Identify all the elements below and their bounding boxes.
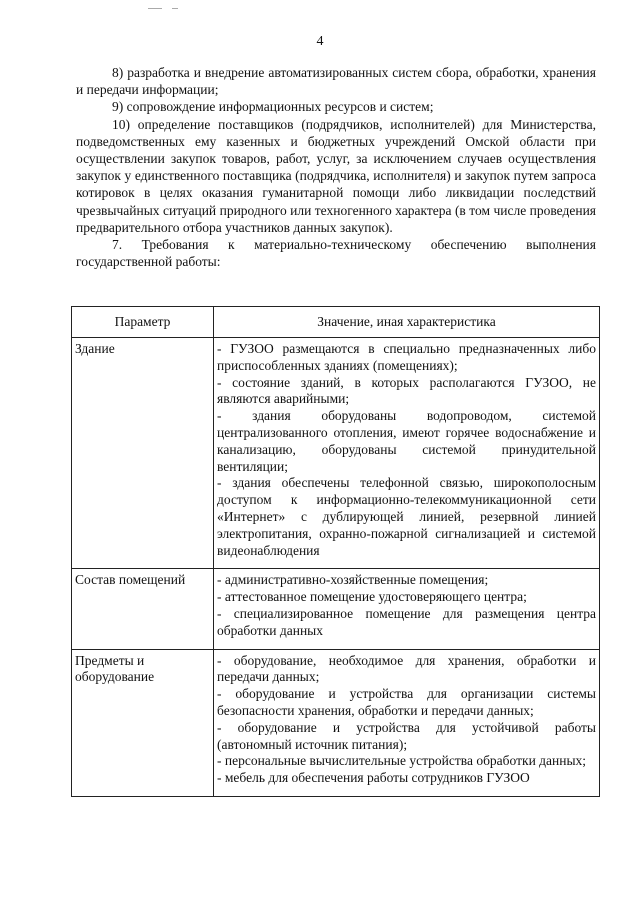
scan-mark — [172, 8, 178, 9]
paragraph-section-7: 7. Требования к материально-техническому обеспечению выполнения государственной работы: — [76, 237, 596, 270]
value-line: - ГУЗОО размещаются в специально предназначенных либо приспособленных зданиях (помещениях); — [217, 341, 596, 373]
value-line: - административно-хозяйственные помещения; — [217, 572, 489, 588]
param-cell: Здание — [72, 338, 214, 569]
document-body — [76, 64, 596, 270]
value-line: - здания обеспечены телефонной связью, широкополосным доступом к информационно-телекоммуникационной сети «Интернет» с дублирующей линией, резервной линией электропитания, охранно-пожарной сигнализацией и системой видеонаблюдения — [217, 475, 596, 558]
column-header-parameter: Параметр — [72, 307, 214, 338]
value-line: - оборудование и устройства для организации системы безопасности хранения, обработки и передачи данных; — [217, 686, 596, 718]
paragraph-item-9: 9) сопровождение информационных ресурсов и систем; — [112, 99, 434, 115]
table-header-row — [72, 307, 600, 338]
value-cell — [214, 649, 600, 796]
value-line: - аттестованное помещение удостоверяющего центра; — [217, 589, 527, 605]
scan-mark — [148, 8, 162, 9]
value-line: - оборудование, необходимое для хранения, обработки и передачи данных; — [217, 652, 596, 685]
requirements-table — [71, 306, 600, 797]
value-line: - специализированное помещение для размещения центра обработки данных — [217, 605, 596, 638]
paragraph-item-10: 10) определение поставщиков (подрядчиков, исполнителей) для Министерства, подведомственных ему казенных и бюджетных учреждений Омской области при осуществлении закупок товаров, работ, услуг, за исключением случаев осуществления закупок у единственного поставщика (подрядчика, исполнителя) и закупок путем запроса котировок в целях оказания гуманитарной помощи либо ликвидации последствий чрезвычайных ситуаций природного или техногенного характера (в том числе проведения предварительного отбора участников данных закупок). — [76, 116, 596, 235]
value-line: - оборудование и устройства для устойчивой работы (автономный источник питания); — [217, 719, 596, 752]
page-number: 4 — [316, 34, 324, 49]
value-line: - персональные вычислительные устройства обработки данных; — [217, 753, 587, 769]
table-row — [72, 569, 600, 649]
param-cell: Предметы и оборудование — [72, 649, 214, 796]
value-line: - мебель для обеспечения работы сотрудников ГУЗОО — [217, 770, 530, 786]
param-cell: Состав помещений — [72, 569, 214, 649]
paragraph-item-8: 8) разработка и внедрение автоматизированных систем сбора, обработки, хранения и передачи информации; — [76, 65, 596, 98]
table-row — [72, 649, 600, 796]
column-header-value: Значение, иная характеристика — [214, 307, 600, 338]
value-cell — [214, 338, 600, 569]
value-line: - состояние зданий, в которых располагаются ГУЗОО, не являются аварийными; — [217, 374, 596, 407]
value-line: - здания оборудованы водопроводом, системой централизованного отопления, имеют горячее водоснабжение и канализацию, оборудованы системой принудительной вентиляции; — [217, 408, 596, 474]
table-row — [72, 338, 600, 569]
value-cell — [214, 569, 600, 649]
